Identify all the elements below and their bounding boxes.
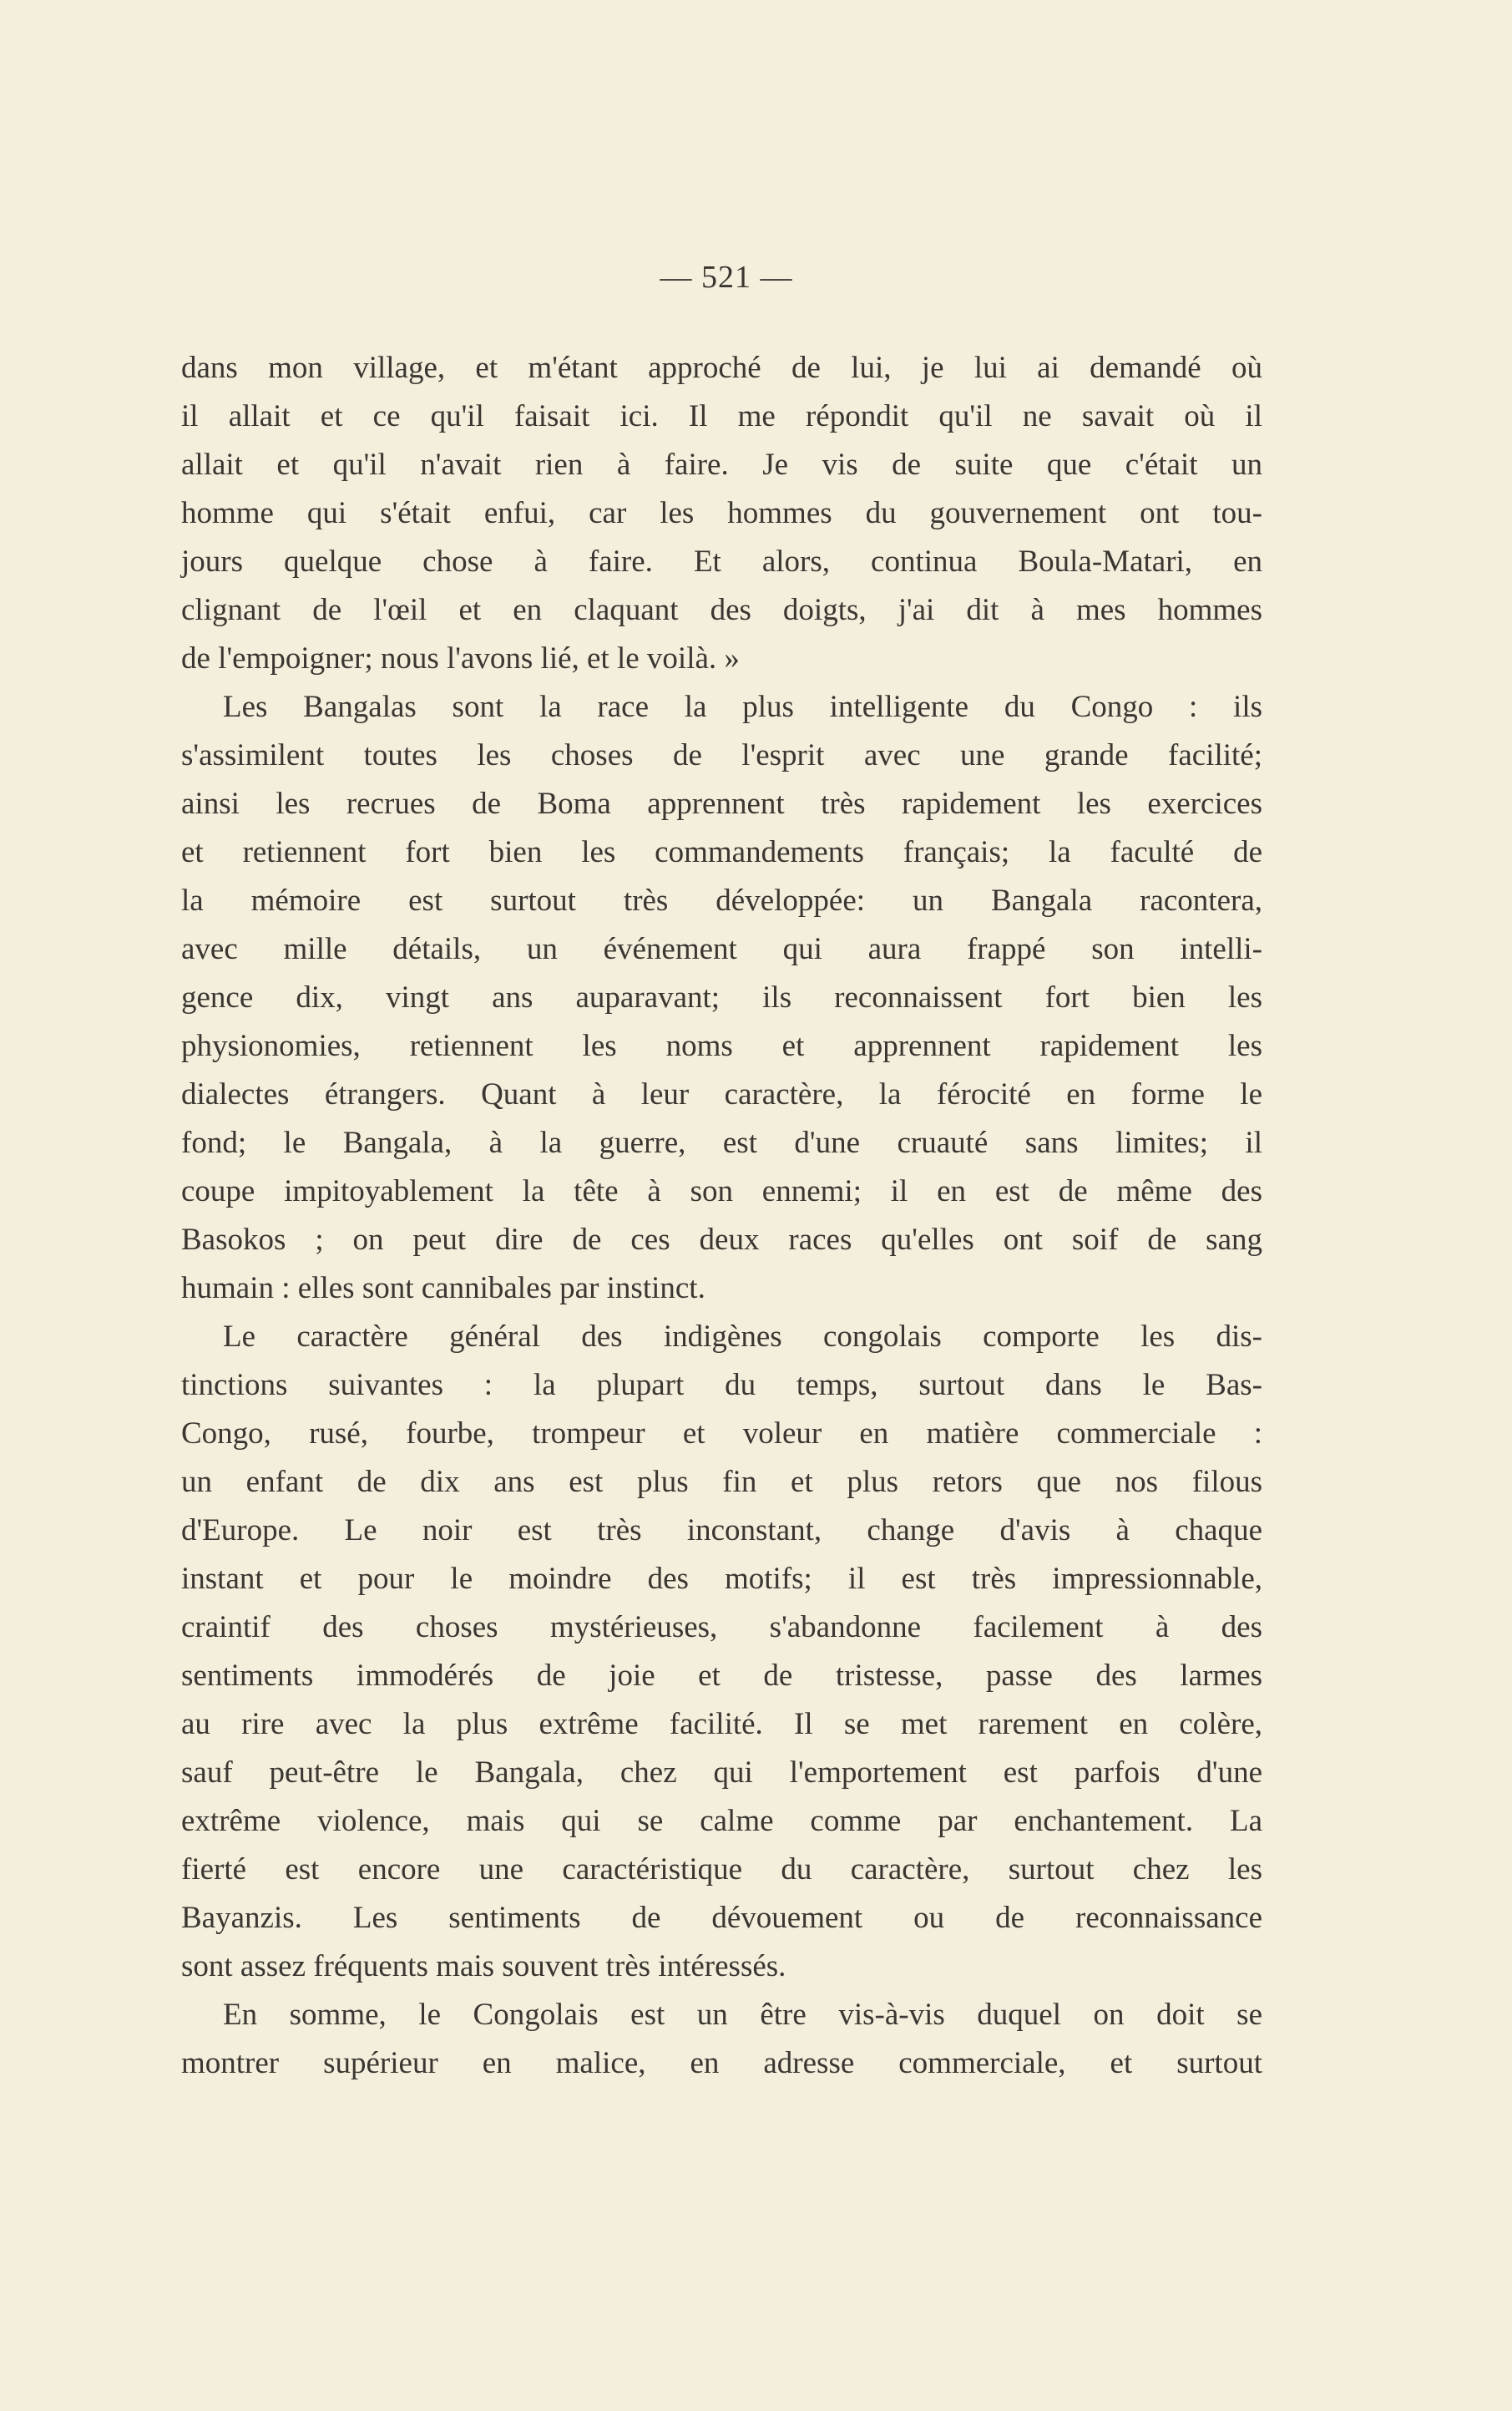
text-line: fierté est encore une caractéristique du caractère, surtout chez les — [181, 1852, 1262, 1887]
text-line: la mémoire est surtout très développée: un Bangala racontera, — [181, 884, 1262, 918]
text-line: jours quelque chose à faire. Et alors, continua Boula-Matari, en — [181, 545, 1262, 579]
text-line: avec mille détails, un événement qui aura frappé son intelli- — [181, 932, 1262, 966]
text-line: au rire avec la plus extrême facilité. Il se met rarement en colère, — [181, 1707, 1262, 1741]
body-text — [181, 344, 1262, 2088]
text-line: un enfant de dix ans est plus fin et plus retors que nos filous — [181, 1465, 1262, 1499]
page-number: — 521 — — [660, 260, 793, 295]
text-line: s'assimilent toutes les choses de l'esprit avec une grande facilité; — [181, 738, 1262, 772]
text-line: coupe impitoyablement la tête à son ennemi; il en est de même des — [181, 1174, 1262, 1208]
text-line: et retiennent fort bien les commandements français; la faculté de — [181, 835, 1262, 869]
text-line: il allait et ce qu'il faisait ici. Il me répondit qu'il ne savait où il — [181, 399, 1262, 433]
text-line: fond; le Bangala, à la guerre, est d'une cruauté sans limites; il — [181, 1126, 1262, 1160]
text-line: sont assez fréquents mais souvent très intéressés. — [181, 1949, 786, 1983]
text-line: allait et qu'il n'avait rien à faire. Je vis de suite que c'était un — [181, 448, 1262, 482]
text-line: d'Europe. Le noir est très inconstant, change d'avis à chaque — [181, 1513, 1262, 1547]
text-line: sauf peut-être le Bangala, chez qui l'emportement est parfois d'une — [181, 1755, 1262, 1790]
text-line: gence dix, vingt ans auparavant; ils reconnaissent fort bien les — [181, 980, 1262, 1015]
text-line: montrer supérieur en malice, en adresse commerciale, et surtout — [181, 2046, 1262, 2080]
text-line: Les Bangalas sont la race la plus intelligente du Congo : ils — [223, 690, 1262, 724]
text-line: Le caractère général des indigènes congolais comporte les dis- — [223, 1319, 1262, 1354]
text-line: Congo, rusé, fourbe, trompeur et voleur en matière commerciale : — [181, 1416, 1262, 1451]
text-line: de l'empoigner; nous l'avons lié, et le voilà. » — [181, 641, 740, 676]
text-line: En somme, le Congolais est un être vis-à-vis duquel on doit se — [223, 1998, 1262, 2032]
text-line: humain : elles sont cannibales par instinct. — [181, 1271, 705, 1305]
text-line: dans mon village, et m'étant approché de lui, je lui ai demandé où — [181, 351, 1262, 385]
text-line: homme qui s'était enfui, car les hommes du gouvernement ont tou- — [181, 496, 1262, 530]
text-line: ainsi les recrues de Boma apprennent très rapidement les exercices — [181, 787, 1262, 821]
text-line: instant et pour le moindre des motifs; il est très impressionnable, — [181, 1562, 1262, 1596]
text-line: Basokos ; on peut dire de ces deux races qu'elles ont soif de sang — [181, 1223, 1262, 1257]
text-line: sentiments immodérés de joie et de tristesse, passe des larmes — [181, 1659, 1262, 1693]
text-line: physionomies, retiennent les noms et apprennent rapidement les — [181, 1029, 1262, 1063]
text-line: extrême violence, mais qui se calme comme par enchantement. La — [181, 1804, 1262, 1838]
text-line: tinctions suivantes : la plupart du temps, surtout dans le Bas- — [181, 1368, 1262, 1402]
text-line: craintif des choses mystérieuses, s'abandonne facilement à des — [181, 1610, 1262, 1644]
text-line: Bayanzis. Les sentiments de dévouement ou de reconnaissance — [181, 1901, 1262, 1935]
text-line: dialectes étrangers. Quant à leur caractère, la férocité en forme le — [181, 1077, 1262, 1112]
text-line: clignant de l'œil et en claquant des doigts, j'ai dit à mes hommes — [181, 593, 1262, 627]
